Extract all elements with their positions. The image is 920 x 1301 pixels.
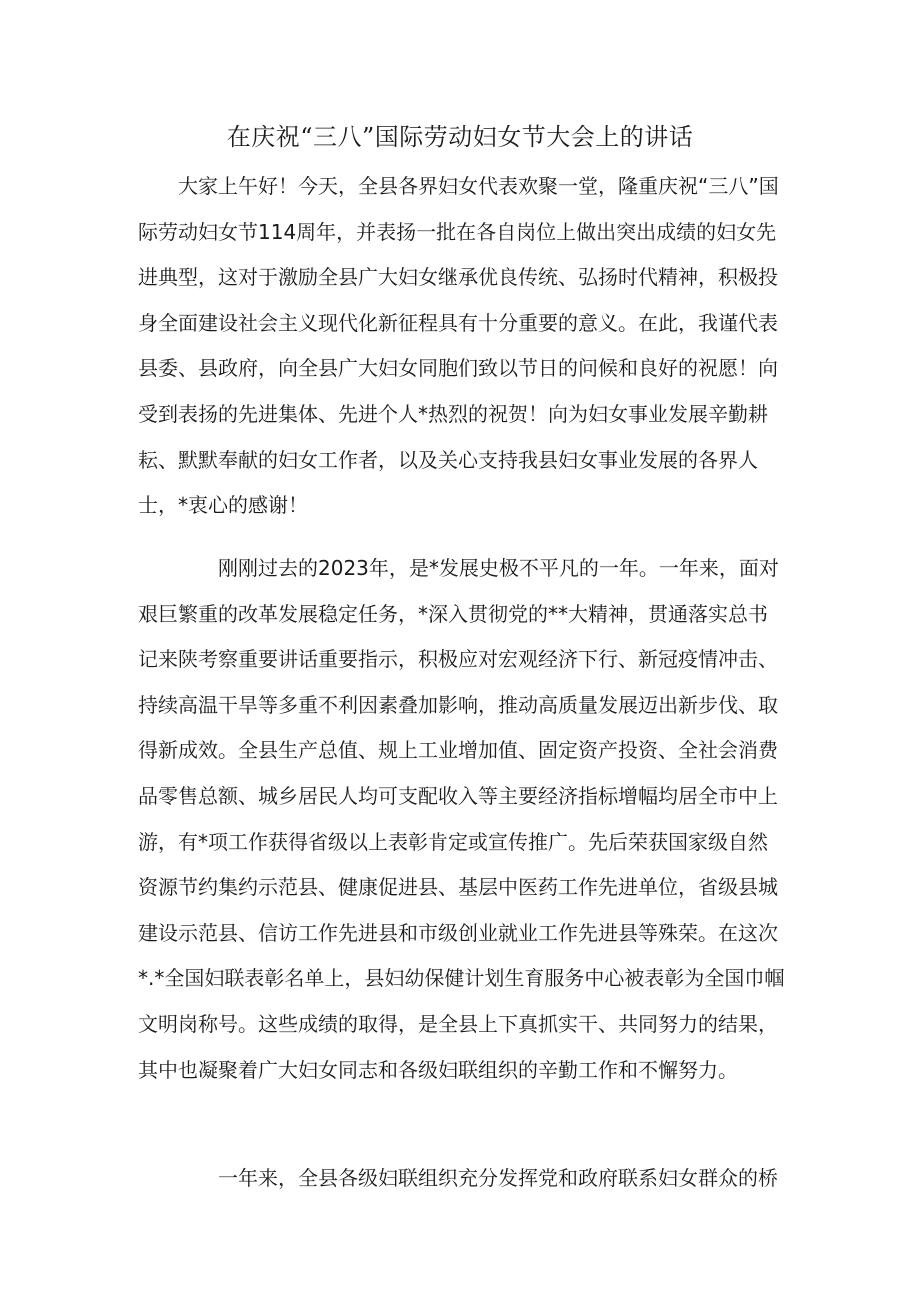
paragraph-achievements <box>138 546 786 1093</box>
document-title: 在庆祝“三八”国际劳动妇女节大会上的讲话 <box>226 123 694 151</box>
paragraph-greeting <box>138 164 786 529</box>
paragraph-text: 一年来，全县各级妇联组织充分发挥党和政府联系妇女群众的桥 <box>218 1166 778 1190</box>
paragraph-text: 大家上午好！今天，全县各界妇女代表欢聚一堂，隆重庆祝“三八”国际劳动妇女节114周年，并表扬一批在各自岗位上做出突出成绩的妇女先进典型，这对于激励全县广大妇女继承优良传统、弘扬时代精神，积极投身全面建设社会主义现代化新征程具有十分重要的意义。在此，我谨代表县委、县政府，向全县广大妇女同胞们致以节日的问候和良好的祝愿！向受到表扬的先进集体、先进个人*热烈的祝贺！向为妇女事业发展辛勤耕耘、默默奉献的妇女工作者，以及关心支持我县妇女事业发展的各界人士，*衷心的感谢！ <box>138 174 779 518</box>
paragraph-text: 刚刚过去的2023年，是*发展史极不平凡的一年。一年来，面对艰巨繁重的改革发展稳定任务，*深入贯彻党的**大精神，贯通落实总书记来陕考察重要讲话重要指示，积极应对宏观经济下行、新冠疫情冲击、持续高温干旱等多重不利因素叠加影响，推动高质量发展迈出新步伐、取得新成效。全县生产总值、规上工业增加值、固定资产投资、全社会消费品零售总额、城乡居民人均可支配收入等主要经济指标增幅均居全市中上游，有*项工作获得省级以上表彰肯定或宣传推广。先后荣获国家级自然资源节约集约示范县、健康促进县、基层中医药工作先进单位，省级县城建设示范县、信访工作先进县和市级创业就业工作先进县等殊荣。在这次*.*全国妇联表彰名单上，县妇幼保健计划生育服务中心被表彰为全国巾帼文明岗称号。这些成绩的取得，是全县上下真抓实干、共同努力的结果，其中也凝聚着广大妇女同志和各级妇联组织的辛勤工作和不懈努力。 <box>138 556 785 1082</box>
paragraph-womens-federation <box>138 1156 786 1202</box>
